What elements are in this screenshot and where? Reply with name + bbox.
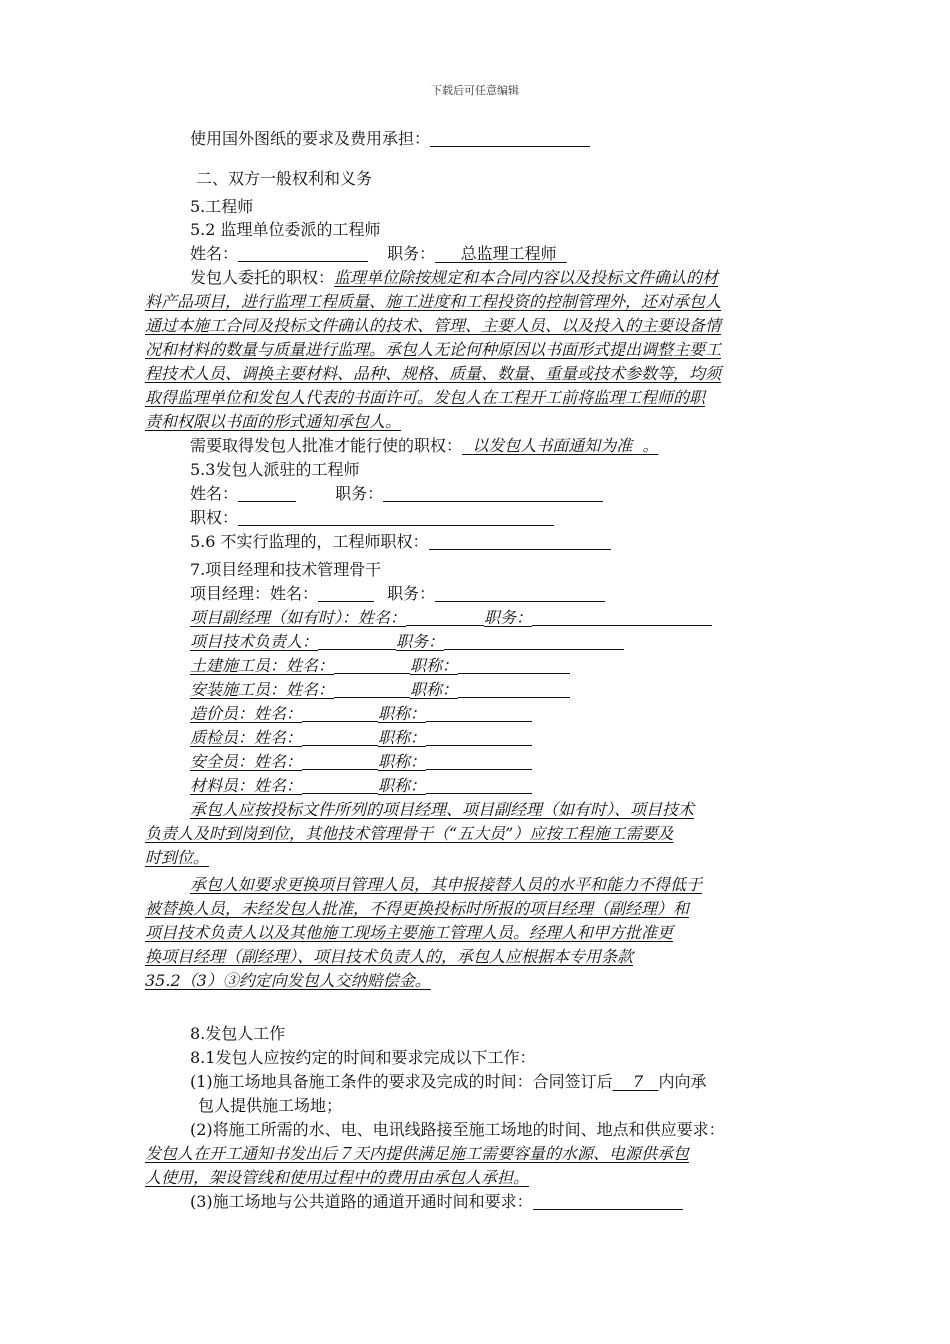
no-supervision-blank[interactable] <box>429 533 611 550</box>
utilities-answer-line-2: 人使用，架设管线和使用过程中的费用由承包人承担。 <box>145 1168 530 1187</box>
authority-line-4: 况和材料的数量与质量进行监理。承包人无论何种原因以书面形式提出调整主要工 <box>145 340 722 359</box>
staffing-para-2-line-1: 承包人如要求更换项目管理人员，其申报接替人员的水平和能力不得低于 <box>190 875 703 894</box>
material-staff-title-blank[interactable] <box>426 777 532 794</box>
qc-staff-title-blank[interactable] <box>426 729 532 746</box>
road-access-line <box>190 1191 683 1213</box>
owner-engineer-title-blank[interactable] <box>383 485 603 502</box>
clause-5-heading: 5.工程师 <box>190 197 254 216</box>
safety-staff-title-label: 职称： <box>378 752 427 771</box>
staffing-para-1-line-2: 负责人及时到岗到位，其他技术管理骨干（“五大员”）应按工程施工需要及 <box>145 824 674 843</box>
tech-lead-name-blank[interactable] <box>318 633 396 650</box>
pm-line <box>190 583 605 605</box>
qc-staff-name-blank[interactable] <box>302 729 378 746</box>
no-supervision-label: 5.6 不实行监理的，工程师职权： <box>190 532 429 551</box>
owner-engineer-authority-label: 职权： <box>190 508 239 527</box>
engineer-title-value <box>435 244 567 263</box>
approval-authority-line <box>190 435 658 457</box>
authority-line-6: 取得监理单位和发包人代表的书面许可。发包人在工程开工前将监理工程师的职 <box>145 388 706 407</box>
qc-staff-title-label: 职称： <box>378 728 427 747</box>
page-header: 下载后可任意编辑 <box>431 84 519 97</box>
section-heading-rights: 二、双方一般权利和义务 <box>196 169 373 188</box>
road-access-label: (3)施工场地与公共道路的通道开通时间和要求： <box>190 1192 533 1211</box>
pm-name-label: 项目经理：姓名： <box>190 584 319 603</box>
owner-engineer-authority-blank[interactable] <box>238 509 554 526</box>
safety-staff-label: 安全员：姓名： <box>190 752 303 771</box>
pm-title-blank[interactable] <box>435 585 605 602</box>
engineer-name-blank[interactable] <box>238 245 368 262</box>
foreign-drawings-line <box>190 128 590 150</box>
site-condition-suffix: 内向承 <box>658 1072 707 1091</box>
cost-staff-line <box>190 703 532 725</box>
authority-line-5: 程技术人员、调换主要材料、品种、规格、质量、数量、重量或技术参数等，均须 <box>145 364 722 383</box>
delegated-authority-label: 发包人委托的职权： <box>190 268 335 287</box>
cost-staff-title-blank[interactable] <box>426 705 532 722</box>
material-staff-title-label: 职称： <box>378 776 427 795</box>
site-condition-label: (1)施工场地具备施工条件的要求及完成的时间：合同签订后 <box>190 1072 613 1091</box>
pm-title-label: 职务： <box>387 584 436 603</box>
clause-5-2-heading: 5.2 监理单位委派的工程师 <box>190 220 381 239</box>
tech-lead-title-label: 职务： <box>396 632 445 651</box>
deputy-pm-name-label: 项目副经理（如有时）：姓名： <box>190 608 407 627</box>
cost-staff-name-blank[interactable] <box>302 705 378 722</box>
install-staff-line <box>190 679 570 701</box>
clause-7-heading: 7.项目经理和技术管理骨干 <box>190 560 382 579</box>
road-access-blank[interactable] <box>533 1193 683 1210</box>
no-supervision-line <box>190 531 611 553</box>
safety-staff-title-blank[interactable] <box>426 753 532 770</box>
material-staff-name-blank[interactable] <box>302 777 378 794</box>
safety-staff-line <box>190 751 532 773</box>
utilities-answer-line-1: 发包人在开工通知书发出后７天内提供满足施工需要容量的水源、电源供承包 <box>145 1144 690 1163</box>
tech-lead-title-blank[interactable] <box>444 633 624 650</box>
delegated-authority-text: 监理单位除按规定和本合同内容以及投标文件确认的材 <box>334 268 719 287</box>
staffing-para-2-line-3: 项目技术负责人以及其他施工现场主要施工管理人员。经理人和甲方批准更 <box>145 923 674 942</box>
engineer-name-label: 姓名： <box>190 244 239 263</box>
material-staff-label: 材料员：姓名： <box>190 776 303 795</box>
authority-line-7: 责和权限以书面的形式通知承包人。 <box>145 412 402 431</box>
install-staff-label: 安装施工员：姓名： <box>190 680 335 699</box>
authority-line-2: 料产品项目，进行监理工程质量、施工进度和工程投资的控制管理外，还对承包人 <box>145 292 722 311</box>
install-staff-name-blank[interactable] <box>334 681 410 698</box>
site-condition-line <box>190 1071 706 1093</box>
pm-name-blank[interactable] <box>318 585 374 602</box>
clause-8-heading: 8.发包人工作 <box>190 1024 286 1043</box>
civil-staff-title-label: 职称： <box>410 656 459 675</box>
civil-staff-title-blank[interactable] <box>458 657 570 674</box>
owner-engineer-name-blank[interactable] <box>238 485 296 502</box>
staffing-para-1-line-3: 时到位。 <box>145 848 210 867</box>
civil-staff-line <box>190 655 570 677</box>
utilities-line: (2)将施工所需的水、电、电讯线路接至施工场地的时间、地点和供应要求： <box>190 1120 725 1139</box>
deputy-pm-line <box>190 607 712 629</box>
staffing-para-2-line-5: 35.2（3）③约定向发包人交纳赔偿金。 <box>145 971 431 990</box>
qc-staff-line <box>190 727 532 749</box>
staffing-para-1-line-1: 承包人应按投标文件所列的项目经理、项目副经理（如有时）、项目技术 <box>190 800 695 819</box>
owner-engineer-name-line <box>190 483 603 505</box>
install-staff-title-label: 职称： <box>410 680 459 699</box>
authority-line-3: 通过本施工合同及投标文件确认的技术、管理、主要人员、以及投入的主要设备情 <box>145 316 722 335</box>
foreign-drawings-label: 使用国外图纸的要求及费用承担： <box>190 129 431 148</box>
approval-authority-text: 以发包人书面通知为准 <box>472 436 633 455</box>
safety-staff-name-blank[interactable] <box>302 753 378 770</box>
cost-staff-label: 造价员：姓名： <box>190 704 303 723</box>
clause-5-3-heading: 5.3发包人派驻的工程师 <box>190 460 360 479</box>
engineer-title-text: 总监理工程师 <box>460 244 557 263</box>
clause-8-1-heading: 8.1发包人应按约定的时间和要求完成以下工作： <box>190 1048 536 1067</box>
deputy-pm-title-label: 职务： <box>484 608 533 627</box>
material-staff-line <box>190 775 532 797</box>
owner-engineer-title-label: 职务： <box>335 484 384 503</box>
site-condition-line-2: 包人提供施工场地； <box>198 1096 343 1115</box>
civil-staff-name-blank[interactable] <box>334 657 410 674</box>
delegated-authority-line <box>190 267 718 289</box>
foreign-drawings-blank[interactable] <box>430 130 590 147</box>
tech-lead-label: 项目技术负责人： <box>190 632 319 651</box>
cost-staff-title-label: 职称： <box>378 704 427 723</box>
staffing-para-2-line-2: 被替换人员，未经发包人批准，不得更换投标时所报的项目经理（副经理）和 <box>145 899 690 918</box>
engineer-title-label: 职务： <box>387 244 436 263</box>
staffing-para-2-line-4: 换项目经理（副经理）、项目技术负责人的，承包人应根据本专用条款 <box>145 947 634 966</box>
tech-lead-line <box>190 631 624 653</box>
civil-staff-label: 土建施工员：姓名： <box>190 656 335 675</box>
engineer-name-line <box>190 243 567 265</box>
qc-staff-label: 质检员：姓名： <box>190 728 303 747</box>
owner-engineer-name-label: 姓名： <box>190 484 239 503</box>
owner-engineer-authority-line <box>190 507 554 529</box>
approval-authority-label: 需要取得发包人批准才能行使的职权： <box>190 436 463 455</box>
site-condition-days <box>613 1072 659 1091</box>
deputy-pm-name-blank[interactable] <box>406 609 484 626</box>
deputy-pm-title-blank[interactable] <box>532 609 712 626</box>
site-condition-days-value: 7 <box>633 1072 644 1091</box>
approval-authority-value: 以发包人书面通知为准 。 <box>472 436 659 455</box>
install-staff-title-blank[interactable] <box>458 681 570 698</box>
